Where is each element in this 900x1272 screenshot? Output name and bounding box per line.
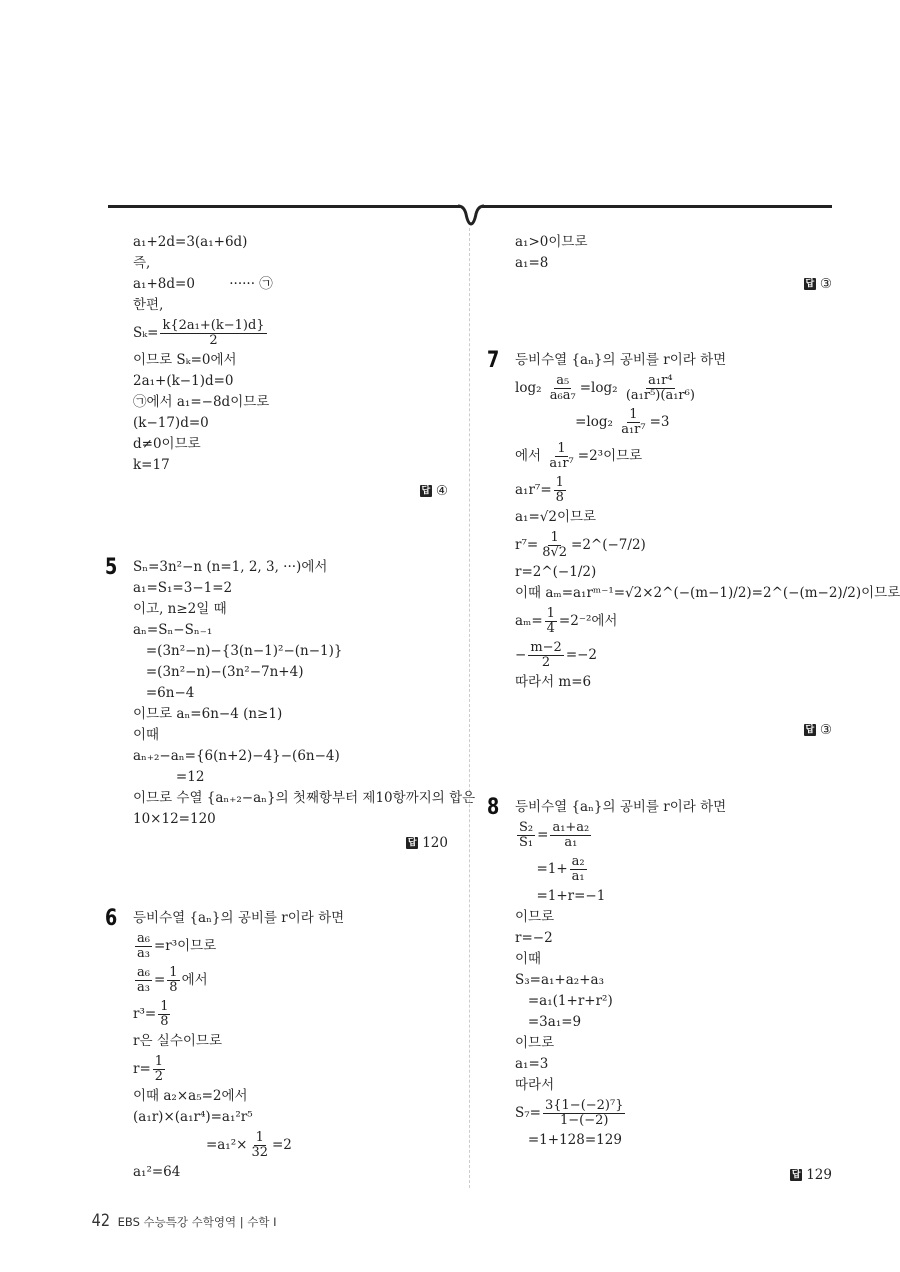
line-text: 이고, n≥2일 때	[133, 601, 227, 617]
fraction-denominator: a₁r⁷	[549, 455, 574, 471]
answer-mark-icon: 답	[407, 838, 417, 848]
answer-mark-icon: 답	[805, 279, 815, 289]
fraction-numerator: 3{1−(−2)⁷}	[544, 1097, 624, 1113]
line-text: a₁=8	[515, 255, 549, 271]
solution-line	[515, 507, 845, 528]
line-text: 이므로	[515, 909, 555, 925]
solution-4-continued	[133, 232, 463, 476]
line-text: a₁+8d=0 ······ ㉠	[133, 276, 273, 292]
solution-line	[515, 604, 845, 638]
answer-8	[790, 1167, 832, 1183]
fraction	[543, 1099, 626, 1128]
line-text: 에서	[181, 971, 208, 988]
answer-value: ④	[435, 483, 448, 499]
line-text: 이때	[133, 727, 160, 743]
fraction	[528, 641, 564, 670]
line-text: a₁²=64	[133, 1164, 181, 1180]
solution-line	[133, 578, 463, 599]
line-text: 이므로 수열 {aₙ₊₂−aₙ}의 첫째항부터 제10항까지의 합은	[133, 790, 476, 806]
fraction	[619, 408, 647, 437]
solution-line	[133, 746, 463, 767]
solution-line	[133, 413, 463, 434]
line-text: =	[153, 971, 166, 988]
solution-line	[515, 528, 845, 562]
line-text: =(3n²−n)−(3n²−7n+4)	[133, 664, 304, 680]
answer-value: ③	[819, 722, 832, 738]
solution-line	[515, 886, 845, 907]
answer-mark-icon: 답	[421, 486, 431, 496]
line-text: 2a₁+(k−1)d=0	[133, 373, 234, 389]
line-text: =2^(−7/2)	[571, 536, 646, 553]
fraction	[547, 442, 575, 471]
line-text: =	[537, 826, 549, 843]
problem-number: 8	[487, 795, 500, 820]
line-text: 한편,	[133, 297, 164, 313]
solution-line	[515, 350, 845, 371]
fraction	[135, 966, 152, 995]
fraction-denominator: 32	[251, 1144, 268, 1160]
line-text: k=17	[133, 457, 170, 473]
solution-line	[133, 683, 463, 704]
line-text: =a₁²×	[133, 1136, 248, 1153]
line-text: r⁷=	[515, 536, 539, 553]
fraction	[135, 932, 152, 961]
fraction-numerator: 1	[557, 440, 566, 456]
line-text: Sₙ=3n²−n (n=1, 2, 3, ···)에서	[133, 559, 328, 575]
line-text: 10×12=120	[133, 811, 216, 827]
solution-line	[515, 1130, 845, 1151]
fraction-denominator: a₃	[137, 979, 150, 995]
line-text: r³=	[133, 1005, 157, 1022]
line-text: =1+128=129	[515, 1132, 622, 1148]
solution-5	[105, 555, 476, 830]
line-text: 따라서 m=6	[515, 674, 592, 690]
fraction	[167, 966, 179, 995]
solution-line	[133, 963, 463, 997]
solution-line	[515, 583, 900, 604]
answer-4	[420, 483, 448, 499]
solution-line	[133, 662, 463, 683]
line-text: =log₂	[579, 379, 622, 396]
line-text: =3a₁=9	[515, 1014, 582, 1030]
solution-line	[515, 405, 845, 439]
solution-line	[133, 1162, 463, 1183]
solution-line	[133, 371, 463, 392]
fraction-numerator: a₁+a₂	[552, 819, 590, 835]
line-text: 이때	[515, 951, 542, 967]
solution-line	[515, 1096, 845, 1130]
line-text: 이므로	[515, 1035, 555, 1051]
line-text: =2³이므로	[577, 447, 643, 464]
solution-line	[133, 1128, 463, 1162]
line-text: aₙ=Sₙ−Sₙ₋₁	[133, 622, 213, 638]
line-text: a₁>0이므로	[515, 234, 588, 250]
fraction	[570, 855, 587, 884]
solution-line	[133, 641, 463, 662]
fraction-numerator: a₅	[556, 372, 570, 388]
line-text: 즉,	[133, 255, 151, 271]
fraction-numerator: 1	[154, 1053, 164, 1069]
solution-line	[133, 274, 463, 295]
fraction-denominator: a₆a₇	[549, 387, 576, 403]
line-text: ㉠에서 a₁=−8d이므로	[133, 394, 270, 410]
answer-6	[804, 276, 832, 292]
solution-line	[515, 949, 845, 970]
fraction-numerator: a₆	[137, 964, 150, 980]
line-text: a₁=3	[515, 1056, 549, 1072]
line-text: 따라서	[515, 1077, 555, 1093]
line-text: S₇=	[515, 1104, 541, 1121]
problem-number: 6	[105, 906, 118, 931]
solution-line	[133, 295, 463, 316]
fraction	[517, 821, 535, 850]
solution-line	[515, 439, 845, 473]
line-text: =2⁻²에서	[558, 612, 618, 629]
answer-7	[804, 722, 832, 738]
fraction-numerator: m−2	[530, 639, 562, 655]
answer-mark-icon: 답	[805, 725, 815, 735]
fraction-numerator: 1	[555, 474, 564, 490]
line-text: =(3n²−n)−{3(n−1)²−(n−1)}	[133, 643, 343, 659]
solution-line	[133, 316, 463, 350]
fraction-numerator: 1	[160, 998, 169, 1014]
line-text: 에서	[515, 447, 546, 464]
fraction	[550, 821, 591, 850]
line-text: d≠0이므로	[133, 436, 201, 452]
line-text: a₁=S₁=3−1=2	[133, 580, 233, 596]
line-text: 등비수열 {aₙ}의 공비를 r이라 하면	[133, 910, 345, 926]
solution-line	[133, 620, 463, 641]
fraction-denominator: 1−(−2)	[559, 1112, 609, 1128]
solution-line	[133, 908, 463, 929]
line-text: r은 실수이므로	[133, 1033, 222, 1049]
fraction-denominator: (a₁r⁵)(a₁r⁶)	[625, 387, 695, 403]
solution-6-continued	[515, 232, 845, 274]
answer-value: 129	[806, 1167, 832, 1183]
fraction	[554, 476, 566, 505]
header-rule-left	[108, 205, 460, 208]
fraction-numerator: 1	[629, 406, 638, 422]
fraction	[249, 1131, 270, 1160]
line-text: =−2	[565, 646, 598, 663]
solution-line	[515, 1054, 845, 1075]
solution-line	[133, 1052, 463, 1086]
line-text: 이므로 Sₖ=0에서	[133, 352, 237, 368]
fraction-numerator: 1	[550, 529, 559, 545]
line-text: −	[515, 646, 527, 663]
book-title: EBS 수능특강 수학영역 | 수학 I	[117, 1215, 277, 1229]
fraction-denominator: a₃	[137, 945, 150, 961]
solution-line	[133, 1107, 463, 1128]
line-text: =3	[649, 413, 670, 430]
solution-line	[515, 852, 845, 886]
fraction-numerator: a₂	[571, 853, 585, 869]
fraction	[545, 607, 557, 636]
solution-line	[133, 1031, 463, 1052]
line-text: aₙ₊₂−aₙ={6(n+2)−4}−(6n−4)	[133, 748, 340, 764]
line-text: r=2^(−1/2)	[515, 564, 597, 580]
answer-value: ③	[819, 276, 832, 292]
solution-line	[133, 434, 463, 455]
solution-line	[133, 1086, 463, 1107]
line-text: 이때 a₂×a₅=2에서	[133, 1088, 248, 1104]
line-text: log₂	[515, 379, 546, 396]
fraction-denominator: a₁	[564, 834, 578, 850]
solution-line	[133, 725, 463, 746]
fraction	[548, 374, 578, 403]
fraction-numerator: S₂	[519, 819, 534, 835]
solution-line	[133, 557, 463, 578]
solution-line	[515, 1012, 845, 1033]
column-divider	[469, 228, 470, 1188]
fraction-denominator: 8	[169, 979, 178, 995]
fraction-numerator: 1	[169, 964, 178, 980]
line-text: aₘ=	[515, 612, 543, 629]
solution-line	[515, 562, 845, 583]
solution-line	[515, 473, 845, 507]
fraction-denominator: S₁	[519, 834, 534, 850]
solution-line	[133, 997, 463, 1031]
problem-number: 5	[105, 555, 118, 580]
solution-line	[515, 638, 845, 672]
problem-number: 7	[487, 348, 500, 373]
fraction	[153, 1055, 165, 1084]
line-text: =12	[133, 769, 205, 785]
solution-line	[515, 907, 845, 928]
fraction-numerator: 1	[255, 1129, 264, 1145]
line-text: =2	[272, 1136, 292, 1153]
solution-line	[515, 232, 845, 253]
line-text: =a₁(1+r+r²)	[515, 993, 613, 1009]
line-text: =r³이므로	[153, 937, 217, 954]
fraction-denominator: 8√2	[542, 544, 568, 560]
answer-value: 120	[422, 835, 448, 851]
solution-line	[515, 928, 845, 949]
solution-8	[487, 795, 845, 1151]
line-text: a₁=√2이므로	[515, 509, 597, 525]
line-text: =1+r=−1	[515, 888, 606, 904]
line-text: (k−17)d=0	[133, 415, 209, 431]
line-text: 이므로 aₙ=6n−4 (n≥1)	[133, 706, 283, 722]
fraction-numerator: k{2a₁+(k−1)d}	[162, 317, 265, 333]
solution-line	[515, 970, 845, 991]
line-text: =6n−4	[133, 685, 195, 701]
solution-line	[133, 392, 463, 413]
line-text: =log₂	[515, 413, 618, 430]
solution-line	[515, 797, 845, 818]
line-text: a₁r⁷=	[515, 481, 552, 498]
solution-6	[105, 906, 463, 1183]
solution-line	[133, 929, 463, 963]
solution-line	[515, 1075, 845, 1096]
header-rule-right	[482, 205, 832, 208]
solution-line	[515, 991, 845, 1012]
line-text: 등비수열 {aₙ}의 공비를 r이라 하면	[515, 352, 727, 368]
fraction	[624, 374, 697, 403]
header-notch-ornament	[456, 200, 486, 226]
fraction	[158, 1000, 170, 1029]
line-text: S₃=a₁+a₂+a₃	[515, 972, 604, 988]
page-number: 42	[91, 1211, 111, 1231]
solution-line	[515, 1033, 845, 1054]
line-text: (a₁r)×(a₁r⁴)=a₁²r⁵	[133, 1109, 253, 1125]
fraction	[540, 531, 569, 560]
solution-line	[133, 350, 463, 371]
line-text: 이때 aₘ=a₁rᵐ⁻¹=√2×2^(−(m−1)/2)=2^(−(m−2)/2)이므로	[515, 585, 900, 601]
solution-line	[515, 371, 845, 405]
line-text: =1+	[515, 860, 568, 877]
solution-line	[133, 788, 476, 809]
fraction-denominator: 8	[160, 1013, 169, 1029]
line-text: Sₖ=	[133, 324, 159, 341]
fraction-denominator: 2	[541, 654, 551, 670]
solution-line	[133, 599, 463, 620]
solution-line	[515, 672, 845, 693]
fraction-denominator: a₁r⁷	[621, 421, 646, 437]
fraction	[160, 319, 266, 348]
fraction-denominator: 2	[154, 1068, 164, 1084]
solution-line	[133, 809, 463, 830]
solution-line	[133, 767, 463, 788]
page-footer	[90, 1211, 277, 1231]
fraction-denominator: 4	[546, 620, 555, 636]
answer-mark-icon: 답	[791, 1170, 801, 1180]
line-text: r=	[133, 1060, 151, 1077]
fraction-numerator: 1	[546, 605, 555, 621]
fraction-numerator: a₁r⁴	[648, 372, 673, 388]
line-text: 등비수열 {aₙ}의 공비를 r이라 하면	[515, 799, 727, 815]
fraction-denominator: 2	[209, 332, 218, 348]
fraction-denominator: a₁	[571, 868, 585, 884]
line-text: a₁+2d=3(a₁+6d)	[133, 234, 248, 250]
solution-line	[133, 253, 463, 274]
solution-line	[515, 818, 845, 852]
answer-5	[406, 835, 448, 851]
solution-line	[133, 455, 463, 476]
solution-line	[133, 704, 463, 725]
line-text: r=−2	[515, 930, 553, 946]
fraction-denominator: 8	[555, 489, 564, 505]
fraction-numerator: a₆	[137, 930, 150, 946]
solution-line	[133, 232, 463, 253]
solution-7	[487, 348, 900, 693]
solution-line	[515, 253, 845, 274]
